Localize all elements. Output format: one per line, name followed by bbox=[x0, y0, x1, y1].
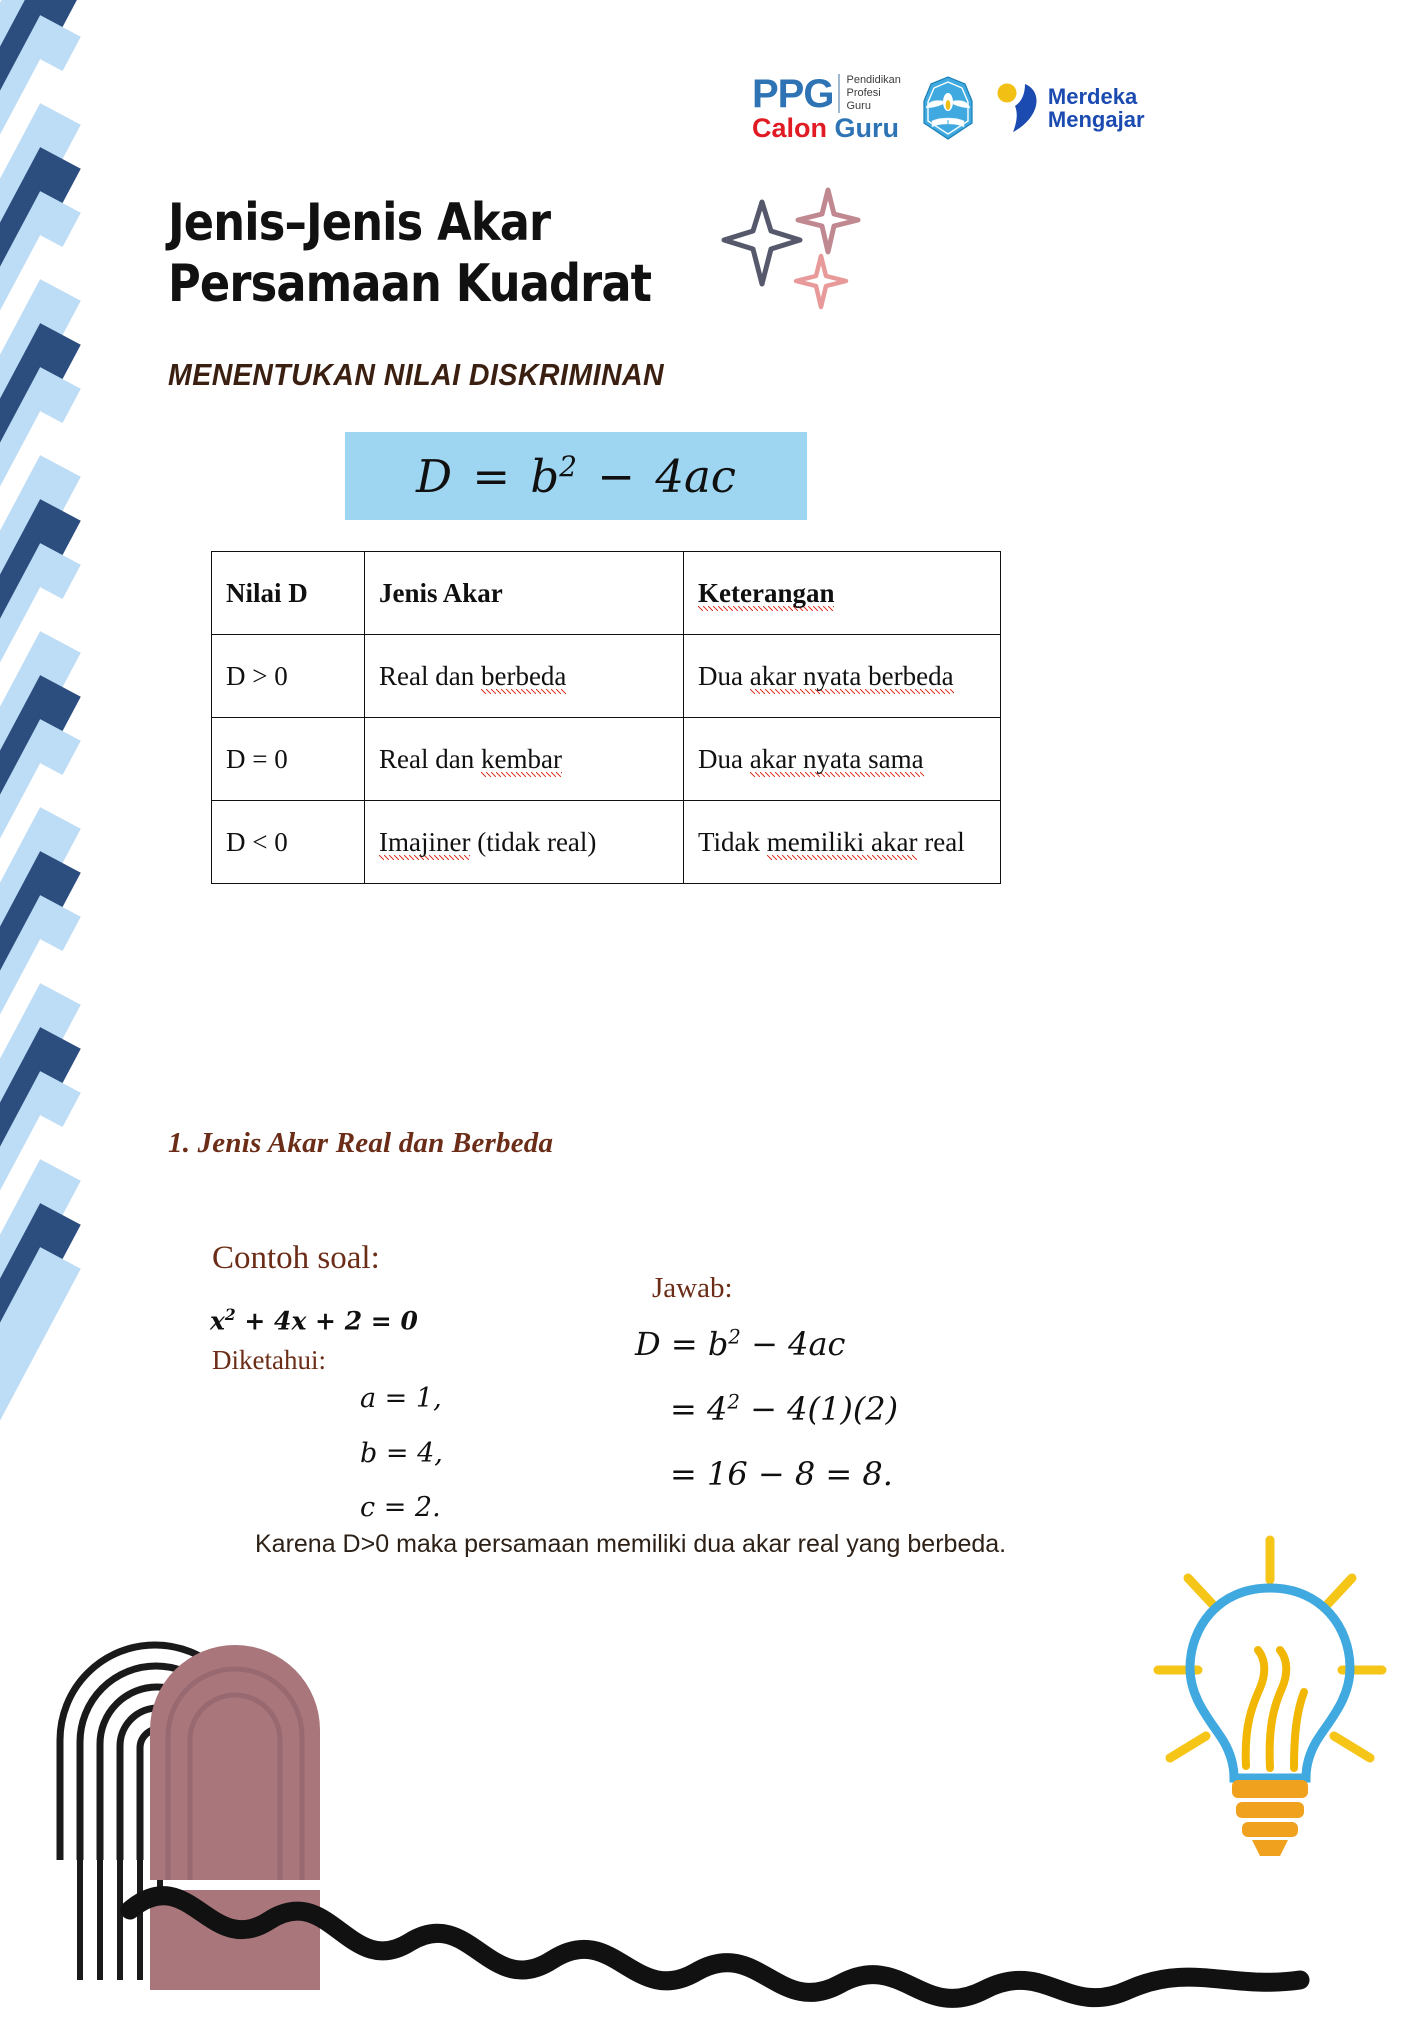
table-row bbox=[212, 718, 1001, 801]
page-title bbox=[168, 193, 718, 315]
lightbulb-base bbox=[1232, 1780, 1308, 1856]
cell-nilai-d: D > 0 bbox=[212, 635, 365, 718]
merdeka-mark-icon bbox=[995, 82, 1041, 134]
cell-nilai-d: D = 0 bbox=[212, 718, 365, 801]
discriminant-formula bbox=[416, 450, 736, 503]
cell-keterangan: Dua akar nyata sama bbox=[684, 718, 1001, 801]
merdeka-line-1: Merdeka bbox=[1047, 83, 1138, 109]
ppg-logo bbox=[752, 74, 901, 142]
known-value-b: b = 4, bbox=[360, 1438, 443, 1469]
merdeka-mengajar-logo bbox=[995, 82, 1145, 134]
merdeka-line-2: Mengajar bbox=[1047, 107, 1145, 132]
cell-keterangan: Dua akar nyata berbeda bbox=[684, 635, 1001, 718]
diketahui-label: Diketahui: bbox=[212, 1345, 326, 1375]
known-value-a: a = 1, bbox=[360, 1383, 442, 1414]
soal-equation: $x^2 + 4x + 2 = 0$ bbox=[210, 1305, 418, 1336]
lightbulb-decoration bbox=[1140, 1530, 1400, 1870]
discriminant-formula-box bbox=[345, 432, 807, 520]
table-row bbox=[212, 801, 1001, 884]
cell-keterangan: Tidak memiliki akar real bbox=[684, 801, 1001, 884]
formula-4ac: 4ac bbox=[655, 449, 736, 503]
ppg-subtitle bbox=[838, 74, 900, 113]
section-1-title: Jenis Akar Real dan Berbeda bbox=[197, 1127, 554, 1159]
sparkle-decoration bbox=[720, 184, 880, 314]
conclusion-text: Karena D>0 maka persamaan memiliki dua akar real yang berbeda. bbox=[255, 1530, 1007, 1558]
page-title-line-2: Persamaan Kuadrat bbox=[168, 253, 652, 314]
formula-b-exponent: 2 bbox=[559, 449, 577, 483]
solution-step-1: $D = b^2 - 4ac$ bbox=[635, 1325, 846, 1363]
section-subtitle: MENENTUKAN NILAI DISKRIMINAN bbox=[168, 357, 665, 392]
cell-nilai-d: D < 0 bbox=[212, 801, 365, 884]
kemdikbud-emblem-icon bbox=[915, 75, 981, 141]
arch-mauve-shape bbox=[150, 1645, 320, 1880]
formula-minus: − bbox=[582, 449, 650, 503]
ppg-wordmark: PPG bbox=[752, 72, 834, 116]
table-header-row bbox=[212, 552, 1001, 635]
sparkle-pink-icon bbox=[796, 256, 846, 307]
ppg-sub-line-1: Pendidikan bbox=[846, 74, 901, 86]
table-header-jenis-akar: Jenis Akar bbox=[365, 552, 684, 635]
solution-step-3: = 16 − 8 = 8. bbox=[670, 1455, 893, 1493]
sparkle-mauve-icon bbox=[798, 190, 858, 252]
section-1-heading bbox=[168, 1127, 553, 1160]
known-value-c: c = 2. bbox=[360, 1492, 441, 1523]
table-row bbox=[212, 635, 1001, 718]
solution-step-2: = $4^2 - 4(1)(2)$ bbox=[670, 1390, 899, 1428]
formula-b: b bbox=[530, 449, 560, 503]
formula-equals: = bbox=[458, 449, 525, 503]
jawab-label: Jawab: bbox=[652, 1272, 733, 1304]
contoh-soal-label: Contoh soal: bbox=[212, 1240, 380, 1276]
ppg-sub-line-3: Guru bbox=[846, 99, 871, 112]
lightbulb-filament bbox=[1246, 1650, 1265, 1766]
table-header-nilai-d: Nilai D bbox=[212, 552, 365, 635]
ppg-guru-text: Guru bbox=[834, 113, 900, 143]
page-title-line-1: Jenis–Jenis Akar bbox=[168, 193, 551, 253]
cell-jenis-akar: Real dan kembar bbox=[365, 718, 684, 801]
formula-lhs: D bbox=[416, 449, 453, 503]
cell-jenis-akar: Imajiner (tidak real) bbox=[365, 801, 684, 884]
ppg-calon-text: Calon bbox=[752, 113, 828, 143]
discriminant-table bbox=[211, 551, 1001, 884]
ppg-sub-line-2: Profesi bbox=[846, 86, 881, 99]
section-1-number: 1. bbox=[168, 1127, 198, 1159]
sparkle-dark-icon bbox=[724, 202, 800, 284]
table-header-keterangan: Keterangan bbox=[684, 552, 1001, 635]
cell-jenis-akar: Real dan berbeda bbox=[365, 635, 684, 718]
header-logo-row bbox=[752, 74, 1145, 142]
